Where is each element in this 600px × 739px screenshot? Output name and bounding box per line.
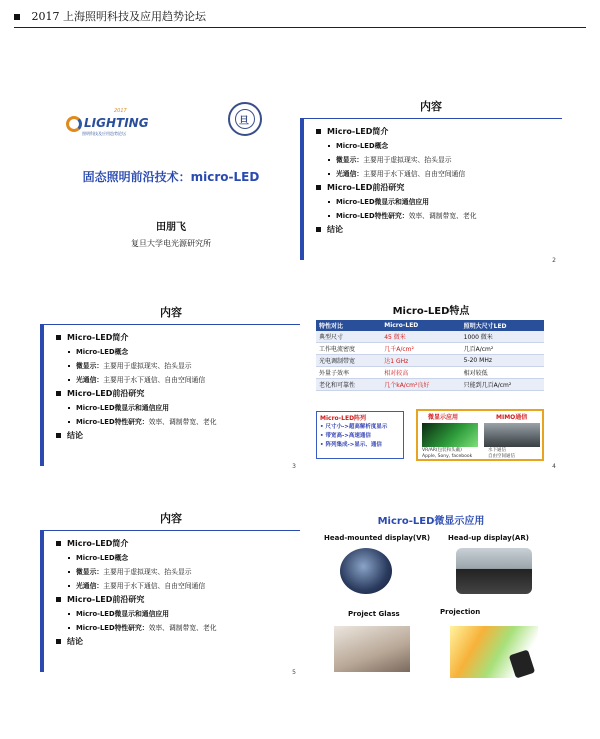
bullet-dot-icon <box>68 585 70 587</box>
bullet-dot-icon <box>68 365 70 367</box>
page-number: 2 <box>552 257 556 264</box>
affiliation: 复旦大学电光源研究所 <box>131 239 211 248</box>
bullet-square-icon <box>56 391 61 396</box>
outline-item: 微显示：主要用于虚拟现实、抬头显示 <box>56 565 217 579</box>
column-header: Micro-LED <box>381 320 460 331</box>
bullet-dot-icon <box>328 159 330 161</box>
outline-item: 光通信：主要用于水下通信、自由空间通信 <box>56 579 217 593</box>
bullet-square-icon <box>316 185 321 190</box>
logo-year: 2017 <box>114 108 127 114</box>
slide-outline-3 <box>40 502 302 680</box>
lighting-logo <box>66 108 149 136</box>
outline-box <box>40 324 302 466</box>
slide-outline-1 <box>300 90 562 268</box>
table-row <box>316 379 544 391</box>
image-caption: 水下通信 自由空间通信 <box>488 448 515 459</box>
bullet-square-icon <box>56 639 61 644</box>
table-cell: 几千A/cm² <box>381 343 460 355</box>
page-number: 4 <box>552 463 556 470</box>
outline-item: Micro-LED微显示和通信应用 <box>56 401 217 415</box>
outline-section: Micro-LED简介 <box>56 331 217 345</box>
comparison-table <box>316 320 544 391</box>
features-title: Micro-LED特点 <box>392 306 470 317</box>
table-row <box>316 331 544 343</box>
outline-item: Micro-LED概念 <box>56 551 217 565</box>
car-hud-image <box>456 548 532 594</box>
header-rule <box>14 27 586 28</box>
outline-item: 光通信：主要用于水下通信、自由空间通信 <box>56 373 217 387</box>
bullet-square-icon <box>56 433 61 438</box>
bullet-dot-icon <box>328 145 330 147</box>
slide-title <box>40 90 302 268</box>
bullet-dot-icon <box>68 351 70 353</box>
table-cell: 45 微米 <box>381 331 460 343</box>
outline-title: 内容 <box>160 306 182 319</box>
outline-item: Micro-LED概念 <box>56 345 217 359</box>
display-title: Micro-LED微显示应用 <box>377 516 485 527</box>
bullet-dot-icon <box>68 407 70 409</box>
column-header: 照明大尺寸LED <box>461 320 544 331</box>
outline-item: 光通信：主要用于水下通信、自由空间通信 <box>316 167 477 181</box>
bullet-dot-icon <box>68 379 70 381</box>
outline-item: Micro-LED概念 <box>316 139 477 153</box>
outline-section: 结论 <box>56 429 217 443</box>
slide-features <box>300 296 562 474</box>
table-cell: 只能到几百A/cm² <box>461 379 544 391</box>
outline-section: Micro-LED前沿研究 <box>316 181 477 195</box>
outline-item: Micro-LED特性研究：效率、调制带宽、老化 <box>56 621 217 635</box>
bullet-dot-icon <box>68 421 70 423</box>
outline-item: 微显示：主要用于虚拟现实、抬头显示 <box>56 359 217 373</box>
image-caption: VR/AR(包装和头戴) Apple, Sony, facebook <box>422 448 473 459</box>
logo-swoosh-icon <box>66 116 82 132</box>
outline-title: 内容 <box>420 100 442 113</box>
list-item: • 尺寸小->超高解析度显示 <box>320 424 388 430</box>
table-cell: 1000 微米 <box>461 331 544 343</box>
table-cell: 几个kA/cm²良好 <box>381 379 460 391</box>
page-number: 3 <box>292 463 296 470</box>
display-app-image <box>422 423 478 447</box>
table-cell: 几百A/cm² <box>461 343 544 355</box>
outline-section: Micro-LED前沿研究 <box>56 593 217 607</box>
table-cell: 相对较高 <box>381 367 460 379</box>
bullet-square-icon <box>316 129 321 134</box>
applications-box <box>416 409 544 461</box>
slide-main-title: 固态照明前沿技术：micro-LED <box>82 170 260 184</box>
outline-item: Micro-LED微显示和通信应用 <box>56 607 217 621</box>
bullet-dot-icon <box>68 571 70 573</box>
label-vr: Head-mounted display(VR) <box>324 534 431 542</box>
outline-section: Micro-LED简介 <box>56 537 217 551</box>
table-header-row <box>316 320 544 331</box>
slide-outline-2 <box>40 296 302 474</box>
table-cell: 达1 GHz <box>381 355 460 367</box>
bullet-dot-icon <box>328 215 330 217</box>
outline-section: Micro-LED前沿研究 <box>56 387 217 401</box>
table-row <box>316 367 544 379</box>
list-item: • 阵列集成->显示、通信 <box>320 442 382 448</box>
bullet-square-icon <box>316 227 321 232</box>
outline-section: Micro-LED简介 <box>316 125 477 139</box>
table-row <box>316 343 544 355</box>
label-projection: Projection <box>440 608 481 616</box>
bullet-square-icon <box>14 14 20 20</box>
bullet-square-icon <box>56 541 61 546</box>
bullet-dot-icon <box>68 613 70 615</box>
university-seal-icon: 旦 <box>228 102 262 136</box>
bullet-dot-icon <box>68 627 70 629</box>
array-box-title: Micro-LED阵列 <box>320 415 367 422</box>
bullet-square-icon <box>56 335 61 340</box>
table-row <box>316 355 544 367</box>
array-summary-box <box>316 411 404 459</box>
app-label-display: 微显示应用 <box>428 414 459 421</box>
outline-box <box>300 118 562 260</box>
outline-item: Micro-LED特性研究：效率、调制带宽、老化 <box>56 415 217 429</box>
outline-item: Micro-LED微显示和通信应用 <box>316 195 477 209</box>
logo-tagline: 照明科技及应用趋势论坛 <box>82 131 126 136</box>
outline-item: Micro-LED特性研究：效率、调制带宽、老化 <box>316 209 477 223</box>
outline-item: 微显示：主要用于虚拟现实、抬头显示 <box>316 153 477 167</box>
outline-section: 结论 <box>56 635 217 649</box>
table-cell: 相对较低 <box>461 367 544 379</box>
table-cell: 外量子效率 <box>316 367 381 379</box>
app-label-mimo: MIMO通信 <box>496 414 528 421</box>
bullet-dot-icon <box>328 201 330 203</box>
logo-word: LIGHTING <box>84 116 149 130</box>
table-cell: 老化和可靠性 <box>316 379 381 391</box>
outline-box <box>40 530 302 672</box>
outline-title: 内容 <box>160 512 182 525</box>
smart-glass-image <box>334 626 410 672</box>
column-header: 特性对比 <box>316 320 381 331</box>
vr-headset-image <box>340 548 392 594</box>
header-title: 2017 上海照明科技及应用趋势论坛 <box>31 10 206 23</box>
table-cell: 光电调制带宽 <box>316 355 381 367</box>
page-header <box>14 8 586 26</box>
table-cell: 典型尺寸 <box>316 331 381 343</box>
label-ar: Head-up display(AR) <box>448 534 529 542</box>
slide-display-applications <box>300 502 562 692</box>
bullet-dot-icon <box>68 557 70 559</box>
table-cell: 5-20 MHz <box>461 355 544 367</box>
list-item: • 带宽高->高速通信 <box>320 433 371 439</box>
outline-section: 结论 <box>316 223 477 237</box>
label-glass: Project Glass <box>348 610 400 618</box>
communication-app-image <box>484 423 540 447</box>
author-name: 田朋飞 <box>156 222 186 233</box>
page-number: 5 <box>292 669 296 676</box>
bullet-dot-icon <box>328 173 330 175</box>
table-cell: 工作电流密度 <box>316 343 381 355</box>
bullet-square-icon <box>56 597 61 602</box>
